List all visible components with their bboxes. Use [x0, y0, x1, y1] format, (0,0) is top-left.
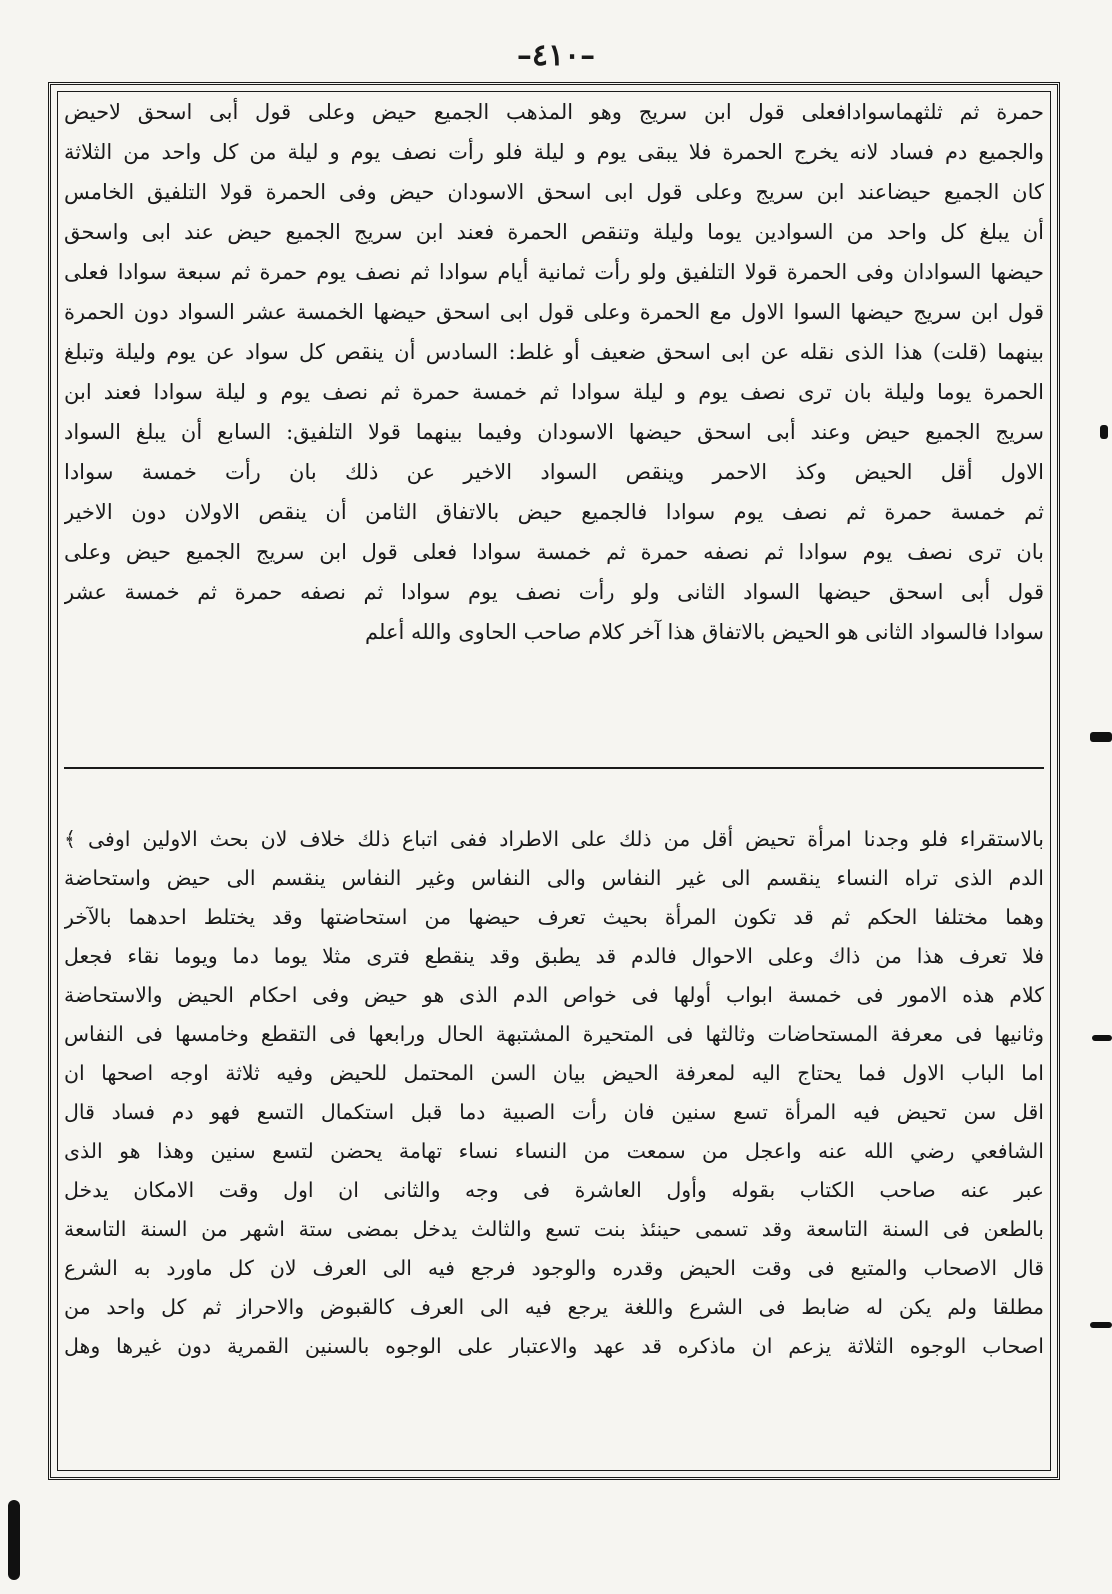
- text-line: فلا تعرف هذا من ذاك وعلى الاحوال فالدم قد يطبق وقد ينقطع فترى مثلا يوما دما ويوما نقاء فجعل: [64, 944, 1044, 968]
- text-line: وهما مختلفا الحكم ثم قد تكون المرأة بحيث تعرف حيضها من استحاضتها وقد يختلط احدهما بالآخر: [64, 905, 1044, 929]
- text-line: الحمرة يوما وليلة بان ترى نصف يوم و ليلة سوادا ثم خمسة حمرة ثم نصف يوم و ليلة سوادا فعند ابن: [64, 380, 1044, 404]
- text-line: أن يبلغ كل واحد من السوادين يوما وليلة وتنقص الحمرة فعند ابن سريج الجميع حيض عند ابى واسحق: [64, 220, 1044, 244]
- scan-mark: [1100, 425, 1108, 439]
- text-line: وثانيها فى معرفة المستحاضات وثالثها فى المتحيرة المشتبهة الحال ورابعها فى التقطع وخامسها فى النفاس: [64, 1022, 1044, 1046]
- scan-mark: [1090, 1322, 1112, 1328]
- text-line: سريج الجميع حيض وعند أبى اسحق حيضها الاسودان وفيما بينهما قولا التلفيق: السابع أن يبلغ السواد: [64, 420, 1044, 444]
- scan-mark: [1092, 1035, 1112, 1041]
- text-line: الشافعي رضي الله عنه واعجل من سمعت من النساء نساء تهامة يحضن لتسع سنين وهذا هو الذى: [64, 1139, 1044, 1163]
- section-divider: [64, 767, 1044, 769]
- lower-main-text-block: [64, 820, 1044, 1366]
- text-line: الاول أقل الحيض وكذ الاحمر وينقص السواد الاخير عن ذلك بان رأت خمسة سوادا: [64, 460, 1044, 484]
- text-line: عبر عنه صاحب الكتاب بقوله وأول العاشرة فى وجه والثانى ان اول وقت الامكان يدخل: [64, 1178, 1044, 1202]
- text-line: سوادا فالسواد الثانى هو الحيض بالاتفاق هذا آخر كلام صاحب الحاوى والله أعلم: [365, 620, 1044, 644]
- text-line: اما الباب الاول فما يحتاج اليه لمعرفة الحيض بيان السن المحتمل للحيض وفيه ثلاثة اوجه اصحها ان: [64, 1061, 1044, 1085]
- text-line: بالطعن فى السنة التاسعة وقد تسمى حينئذ بنت تسع والثالث يدخل بمضى ستة اشهر من السنة التاسعة: [64, 1217, 1044, 1241]
- scan-mark: [1090, 732, 1112, 742]
- scan-mark: [8, 1500, 20, 1580]
- page-number: –٤١٠–: [516, 38, 596, 73]
- text-line: الدم الذى تراه النساء ينقسم الى غير النفاس والى النفاس وغير النفاس ينقسم الى حيض واستحاضة: [64, 866, 1044, 890]
- upper-commentary-block: [64, 92, 1044, 652]
- text-line: بينهما (قلت) هذا الذى نقله عن ابى اسحق ضعيف أو غلط: السادس أن ينقص كل سواد عن يوم وليلة وتبلغ: [64, 340, 1044, 364]
- text-line: اصحاب الوجوه الثلاثة يزعم ان ماذكره قد عهد والاعتبار على الوجوه بالسنين القمرية دون غيرها وهل: [64, 1334, 1044, 1358]
- text-line: حيضها السوادان وفى الحمرة قولا التلفيق ولو رأت ثمانية أيام سوادا ثم نصف يوم حمرة ثم سبعة سوادا فعلى: [64, 260, 1044, 284]
- text-line: بان ترى نصف يوم سوادا ثم نصفه حمرة ثم خمسة سوادا فعلى قول ابن سريج الجميع حيض وعلى: [64, 540, 1044, 564]
- text-line: كان الجميع حيضاعند ابن سريج وعلى قول ابى اسحق الاسودان حيض وفى الحمرة قولا التلفيق الخامس: [64, 180, 1044, 204]
- text-line: كلام هذه الامور فى خمسة ابواب أولها فى خواص الدم الذى هو حيض وفى احكام الحيض والاستحاضة: [64, 983, 1044, 1007]
- text-line: بالاستقراء فلو وجدنا امرأة تحيض أقل من ذلك على الاطراد ففى اتباع ذلك خلاف لان بحث الاولين اوفى ﴾: [64, 827, 1044, 851]
- text-line: قول أبى اسحق حيضها السواد الثانى ولو رأت نصف يوم سوادا ثم نصفه حمرة ثم خمسة عشر: [64, 580, 1044, 604]
- text-line: والجميع دم فساد لانه يخرج الحمرة فلا يبقى يوم و ليلة فلو رأت نصف يوم و ليلة من كل واحد من الثلاثة: [64, 140, 1044, 164]
- text-line: حمرة ثم ثلثهماسوادافعلى قول ابن سريج وهو المذهب الجميع حيض وعلى قول أبى اسحق لاحيض: [64, 100, 1044, 124]
- text-line: قول ابن سريج حيضها السوا الاول مع الحمرة وعلى قول ابى اسحق حيضها الخمسة عشر السواد دون الحمرة: [64, 300, 1044, 324]
- text-line: ثم خمسة حمرة ثم نصف يوم سوادا فالجميع حيض بالاتفاق الثامن أن ينقص الاولان دون الاخير: [64, 500, 1044, 524]
- text-line: مطلقا ولم يكن له ضابط فى الشرع واللغة يرجع فيه الى العرف كالقبوض والاحراز ثم كل واحد من: [64, 1295, 1044, 1319]
- text-line: قال الاصحاب والمتبع فى وقت الحيض وقدره والوجود فرجع فيه الى العرف لان كل ماورد به الشرع: [64, 1256, 1044, 1280]
- text-line: اقل سن تحيض فيه المرأة تسع سنين فان رأت الصبية دما قبل استكمال التسع فهو دم فساد قال: [64, 1100, 1044, 1124]
